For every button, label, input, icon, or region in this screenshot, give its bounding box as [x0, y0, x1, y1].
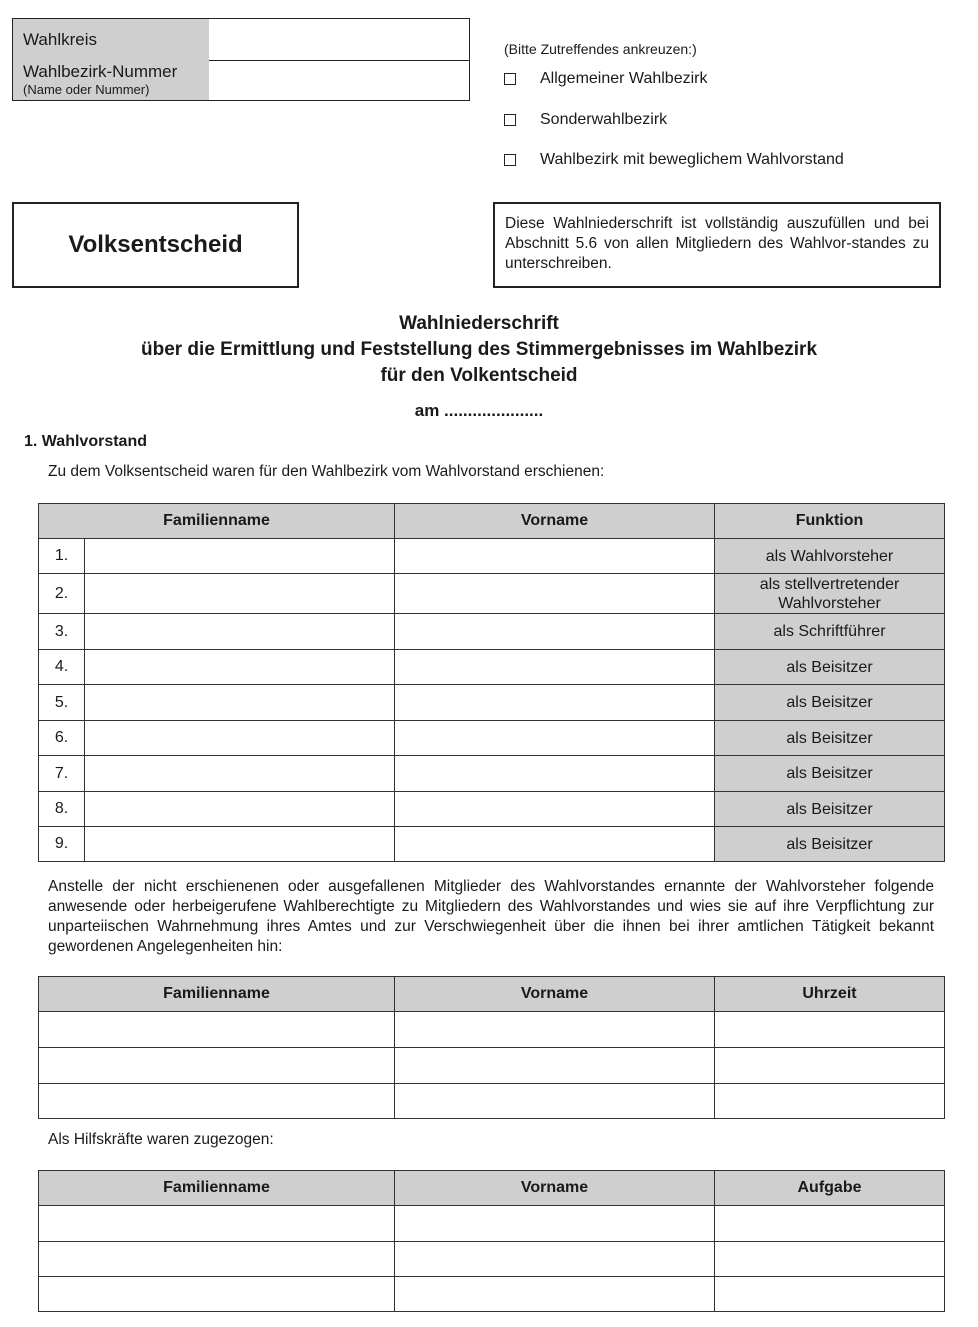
table-row — [39, 792, 945, 827]
table-row — [39, 827, 945, 862]
doc-subtitle: über die Ermittlung und Feststellung des Stimmergebnisses im Wahlbezirk — [140, 339, 818, 360]
familienname-cell[interactable] — [85, 756, 395, 792]
section-1-heading: 1. Wahlvorstand — [24, 433, 147, 450]
checkbox-row-sonder[interactable] — [504, 111, 667, 129]
vorname-cell[interactable] — [395, 1048, 715, 1084]
date-line: am ..................... — [414, 401, 544, 420]
checkbox-label-beweglich: Wahlbezirk mit beweglichem Wahlvorstand — [540, 151, 844, 168]
checkbox-row-allgemein[interactable] — [504, 70, 707, 88]
vorname-cell[interactable] — [395, 650, 715, 685]
table-row — [39, 1242, 945, 1277]
checkbox-label-allgemein: Allgemeiner Wahlbezirk — [540, 70, 708, 87]
row-number: 3. — [39, 614, 85, 650]
table-row — [39, 539, 945, 574]
vorname-cell[interactable] — [395, 721, 715, 756]
funktion-cell: als Wahlvorsteher — [715, 539, 945, 574]
col-header-uhrzeit: Uhrzeit — [715, 977, 945, 1012]
col-header-vorname: Vorname — [395, 1171, 715, 1206]
checkbox-beweglich[interactable] — [504, 154, 516, 166]
uhrzeit-cell[interactable] — [715, 1048, 945, 1084]
vorname-cell[interactable] — [395, 1277, 715, 1312]
wahlbezirk-row — [13, 60, 469, 100]
uhrzeit-cell[interactable] — [715, 1012, 945, 1048]
wahlvorstand-rows — [39, 539, 945, 862]
table-row — [39, 574, 945, 614]
familienname-cell[interactable] — [39, 1012, 395, 1048]
col-header-vorname: Vorname — [395, 504, 715, 539]
aufgabe-cell[interactable] — [715, 1242, 945, 1277]
vorname-cell[interactable] — [395, 1012, 715, 1048]
row-number: 2. — [39, 574, 85, 614]
table-row — [39, 1084, 945, 1119]
col-header-vorname: Vorname — [395, 977, 715, 1012]
familienname-cell[interactable] — [39, 1084, 395, 1119]
table-row — [39, 756, 945, 792]
doc-title: Wahlniederschrift — [399, 313, 559, 334]
checkbox-allgemein[interactable] — [504, 73, 516, 85]
col-header-aufgabe: Aufgabe — [715, 1171, 945, 1206]
familienname-cell[interactable] — [85, 539, 395, 574]
vorname-cell[interactable] — [395, 1084, 715, 1119]
vorname-cell[interactable] — [395, 685, 715, 721]
wahlbezirk-field[interactable] — [209, 60, 469, 100]
vorname-cell[interactable] — [395, 614, 715, 650]
familienname-cell[interactable] — [85, 574, 395, 614]
familienname-cell[interactable] — [39, 1206, 395, 1242]
volksentscheid-box: Volksentscheid — [12, 202, 299, 288]
funktion-cell: als Beisitzer — [715, 650, 945, 685]
row-number: 8. — [39, 792, 85, 827]
col-header-familienname: Familienname — [39, 504, 395, 539]
funktion-cell: als Beisitzer — [715, 721, 945, 756]
vorname-cell[interactable] — [395, 1242, 715, 1277]
funktion-cell: als stellvertretender Wahlvorsteher — [715, 574, 945, 614]
vorname-cell[interactable] — [395, 756, 715, 792]
familienname-cell[interactable] — [85, 827, 395, 862]
wahlkreis-row — [13, 19, 469, 61]
table-row — [39, 1277, 945, 1312]
section-1-intro: Zu dem Volksentscheid waren für den Wahlbezirk vom Wahlvorstand erschienen: — [48, 463, 605, 480]
helpers-text: Als Hilfskräfte waren zugezogen: — [48, 1131, 274, 1148]
table-header-row — [39, 977, 945, 1012]
row-number: 6. — [39, 721, 85, 756]
familienname-cell[interactable] — [85, 685, 395, 721]
wahlkreis-box — [12, 18, 470, 101]
wahlbezirk-sublabel: (Name oder Nummer) — [23, 82, 150, 97]
col-header-funktion: Funktion — [715, 504, 945, 539]
funktion-cell: als Beisitzer — [715, 685, 945, 721]
vorname-cell[interactable] — [395, 539, 715, 574]
familienname-cell[interactable] — [85, 721, 395, 756]
wahlkreis-field[interactable] — [209, 19, 469, 60]
vorname-cell[interactable] — [395, 1206, 715, 1242]
table-row — [39, 650, 945, 685]
familienname-cell[interactable] — [85, 650, 395, 685]
wahlbezirk-label: Wahlbezirk-Nummer — [23, 62, 178, 81]
uhrzeit-cell[interactable] — [715, 1084, 945, 1119]
table-row — [39, 685, 945, 721]
funktion-cell: als Beisitzer — [715, 827, 945, 862]
table-row — [39, 721, 945, 756]
wahlbezirk-label-cell — [13, 60, 209, 100]
checkbox-label-sonder: Sonderwahlbezirk — [540, 111, 668, 128]
wahlvorstand-table — [38, 503, 945, 862]
familienname-cell[interactable] — [39, 1242, 395, 1277]
table-row — [39, 1048, 945, 1084]
row-number: 1. — [39, 539, 85, 574]
familienname-cell[interactable] — [39, 1277, 395, 1312]
checkbox-instruction: (Bitte Zutreffendes ankreuzen:) — [504, 41, 697, 57]
row-number: 4. — [39, 650, 85, 685]
aufgabe-cell[interactable] — [715, 1277, 945, 1312]
table-row — [39, 1206, 945, 1242]
vorname-cell[interactable] — [395, 792, 715, 827]
table-row — [39, 1012, 945, 1048]
table-header-row — [39, 1171, 945, 1206]
table-row — [39, 614, 945, 650]
funktion-cell: als Schriftführer — [715, 614, 945, 650]
familienname-cell[interactable] — [39, 1048, 395, 1084]
funktion-cell: als Beisitzer — [715, 756, 945, 792]
col-header-familienname: Familienname — [39, 1171, 395, 1206]
row-number: 7. — [39, 756, 85, 792]
familienname-cell[interactable] — [85, 614, 395, 650]
helpers-table — [38, 1170, 945, 1312]
aufgabe-cell[interactable] — [715, 1206, 945, 1242]
col-header-familienname: Familienname — [39, 977, 395, 1012]
funktion-cell: als Beisitzer — [715, 792, 945, 827]
wahlkreis-label: Wahlkreis — [13, 19, 209, 60]
replacement-text: Anstelle der nicht erschienenen oder ausgefallenen Mitglieder des Wahlvorstandes ernannte der Wahlvorsteher folgende anwesende oder herbeigerufene Wahlberechtigte zu Mitgliedern des Wahlvorstandes und wies sie auf ihre Verpflichtung zur unparteiischen Wahrnehmung ihres Amtes und zur Verschwiegenheit über die ihnen bei ihrer amtlichen Tätigkeit bekannt gewordenen Angelegenheiten hin: — [48, 878, 934, 955]
row-number: 9. — [39, 827, 85, 862]
doc-subtitle-2: für den Volkentscheid — [380, 365, 578, 386]
checkbox-row-beweglich[interactable] — [504, 151, 844, 169]
checkbox-sonder[interactable] — [504, 114, 516, 126]
vorname-cell[interactable] — [395, 827, 715, 862]
notice-box: Diese Wahlniederschrift ist vollständig auszufüllen und bei Abschnitt 5.6 von allen Mitgliedern des Wahlvor-standes zu unterschreiben. — [493, 202, 941, 288]
table-header-row — [39, 504, 945, 539]
row-number: 5. — [39, 685, 85, 721]
familienname-cell[interactable] — [85, 792, 395, 827]
replacement-table — [38, 976, 945, 1119]
vorname-cell[interactable] — [395, 574, 715, 614]
